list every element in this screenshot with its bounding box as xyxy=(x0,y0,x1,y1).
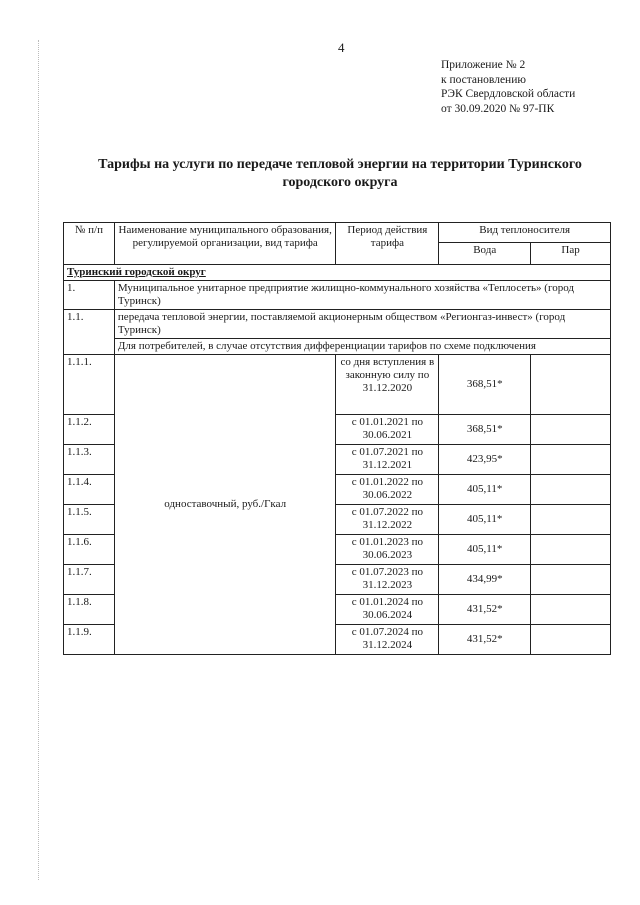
district-name: Туринский городской округ xyxy=(64,265,611,281)
row-period: с 01.07.2021 по 31.12.2021 xyxy=(336,445,439,475)
appendix-line-2: к постановлению xyxy=(441,73,526,86)
service-name: передача тепловой энергии, поставляемой акционерным обществом «Регионгаз-инвест» (город Туринск) xyxy=(114,310,610,339)
row-period: со дня вступления в законную силу по 31.12.2020 xyxy=(336,355,439,415)
service-num: 1.1. xyxy=(64,310,115,355)
title-line-1: Тарифы на услуги по передаче тепловой энергии на территории Туринского xyxy=(98,157,582,172)
org-row xyxy=(64,281,611,310)
row-num: 1.1.6. xyxy=(64,535,115,565)
appendix-block xyxy=(441,58,575,116)
consumers-text: Для потребителей, в случае отсутствия дифференциации тарифов по схеме подключения xyxy=(114,339,610,355)
appendix-line-4: от 30.09.2020 № 97-ПК xyxy=(441,102,555,115)
appendix-line-1: Приложение № 2 xyxy=(441,59,526,71)
row-water: 405,11* xyxy=(439,505,531,535)
header-row xyxy=(64,223,611,243)
header-carrier: Вид теплоносителя xyxy=(439,223,611,243)
appendix-line-3: РЭК Свердловской области xyxy=(441,88,576,100)
table-row xyxy=(64,355,611,415)
row-water: 368,51* xyxy=(439,355,531,415)
row-water: 434,99* xyxy=(439,565,531,595)
header-num: № п/п xyxy=(64,223,115,265)
row-num: 1.1.4. xyxy=(64,475,115,505)
row-water: 431,52* xyxy=(439,625,531,655)
row-water: 431,52* xyxy=(439,595,531,625)
row-period: с 01.01.2023 по 30.06.2023 xyxy=(336,535,439,565)
row-steam xyxy=(531,505,611,535)
row-num: 1.1.8. xyxy=(64,595,115,625)
row-steam xyxy=(531,535,611,565)
row-water: 368,51* xyxy=(439,415,531,445)
service-row xyxy=(64,310,611,339)
row-num: 1.1.5. xyxy=(64,505,115,535)
consumers-row xyxy=(64,339,611,355)
tariff-type: одноставочный, руб./Гкал xyxy=(114,355,336,655)
document-title xyxy=(60,156,620,192)
header-steam: Пар xyxy=(531,243,611,265)
header-period: Период действия тарифа xyxy=(336,223,439,265)
org-name: Муниципальное унитарное предприятие жилищно-коммунального хозяйства «Теплосеть» (город Туринск) xyxy=(114,281,610,310)
row-num: 1.1.2. xyxy=(64,415,115,445)
header-water: Вода xyxy=(439,243,531,265)
row-period: с 01.07.2022 по 31.12.2022 xyxy=(336,505,439,535)
row-num: 1.1.3. xyxy=(64,445,115,475)
row-steam xyxy=(531,475,611,505)
scan-edge-line xyxy=(38,40,39,880)
org-num: 1. xyxy=(64,281,115,310)
row-water: 405,11* xyxy=(439,475,531,505)
district-row xyxy=(64,265,611,281)
row-steam xyxy=(531,415,611,445)
row-water: 423,95* xyxy=(439,445,531,475)
row-period: с 01.07.2024 по 31.12.2024 xyxy=(336,625,439,655)
row-period: с 01.07.2023 по 31.12.2023 xyxy=(336,565,439,595)
tariff-table xyxy=(63,222,611,655)
row-num: 1.1.7. xyxy=(64,565,115,595)
row-num: 1.1.1. xyxy=(64,355,115,415)
row-steam xyxy=(531,565,611,595)
row-steam xyxy=(531,595,611,625)
header-name: Наименование муниципального образования, регулируемой организации, вид тарифа xyxy=(114,223,336,265)
row-period: с 01.01.2021 по 30.06.2021 xyxy=(336,415,439,445)
row-steam xyxy=(531,355,611,415)
title-line-2: городского округа xyxy=(282,175,398,190)
row-steam xyxy=(531,625,611,655)
row-period: с 01.01.2022 по 30.06.2022 xyxy=(336,475,439,505)
row-num: 1.1.9. xyxy=(64,625,115,655)
row-steam xyxy=(531,445,611,475)
row-water: 405,11* xyxy=(439,535,531,565)
row-period: с 01.01.2024 по 30.06.2024 xyxy=(336,595,439,625)
page-number: 4 xyxy=(338,40,345,55)
